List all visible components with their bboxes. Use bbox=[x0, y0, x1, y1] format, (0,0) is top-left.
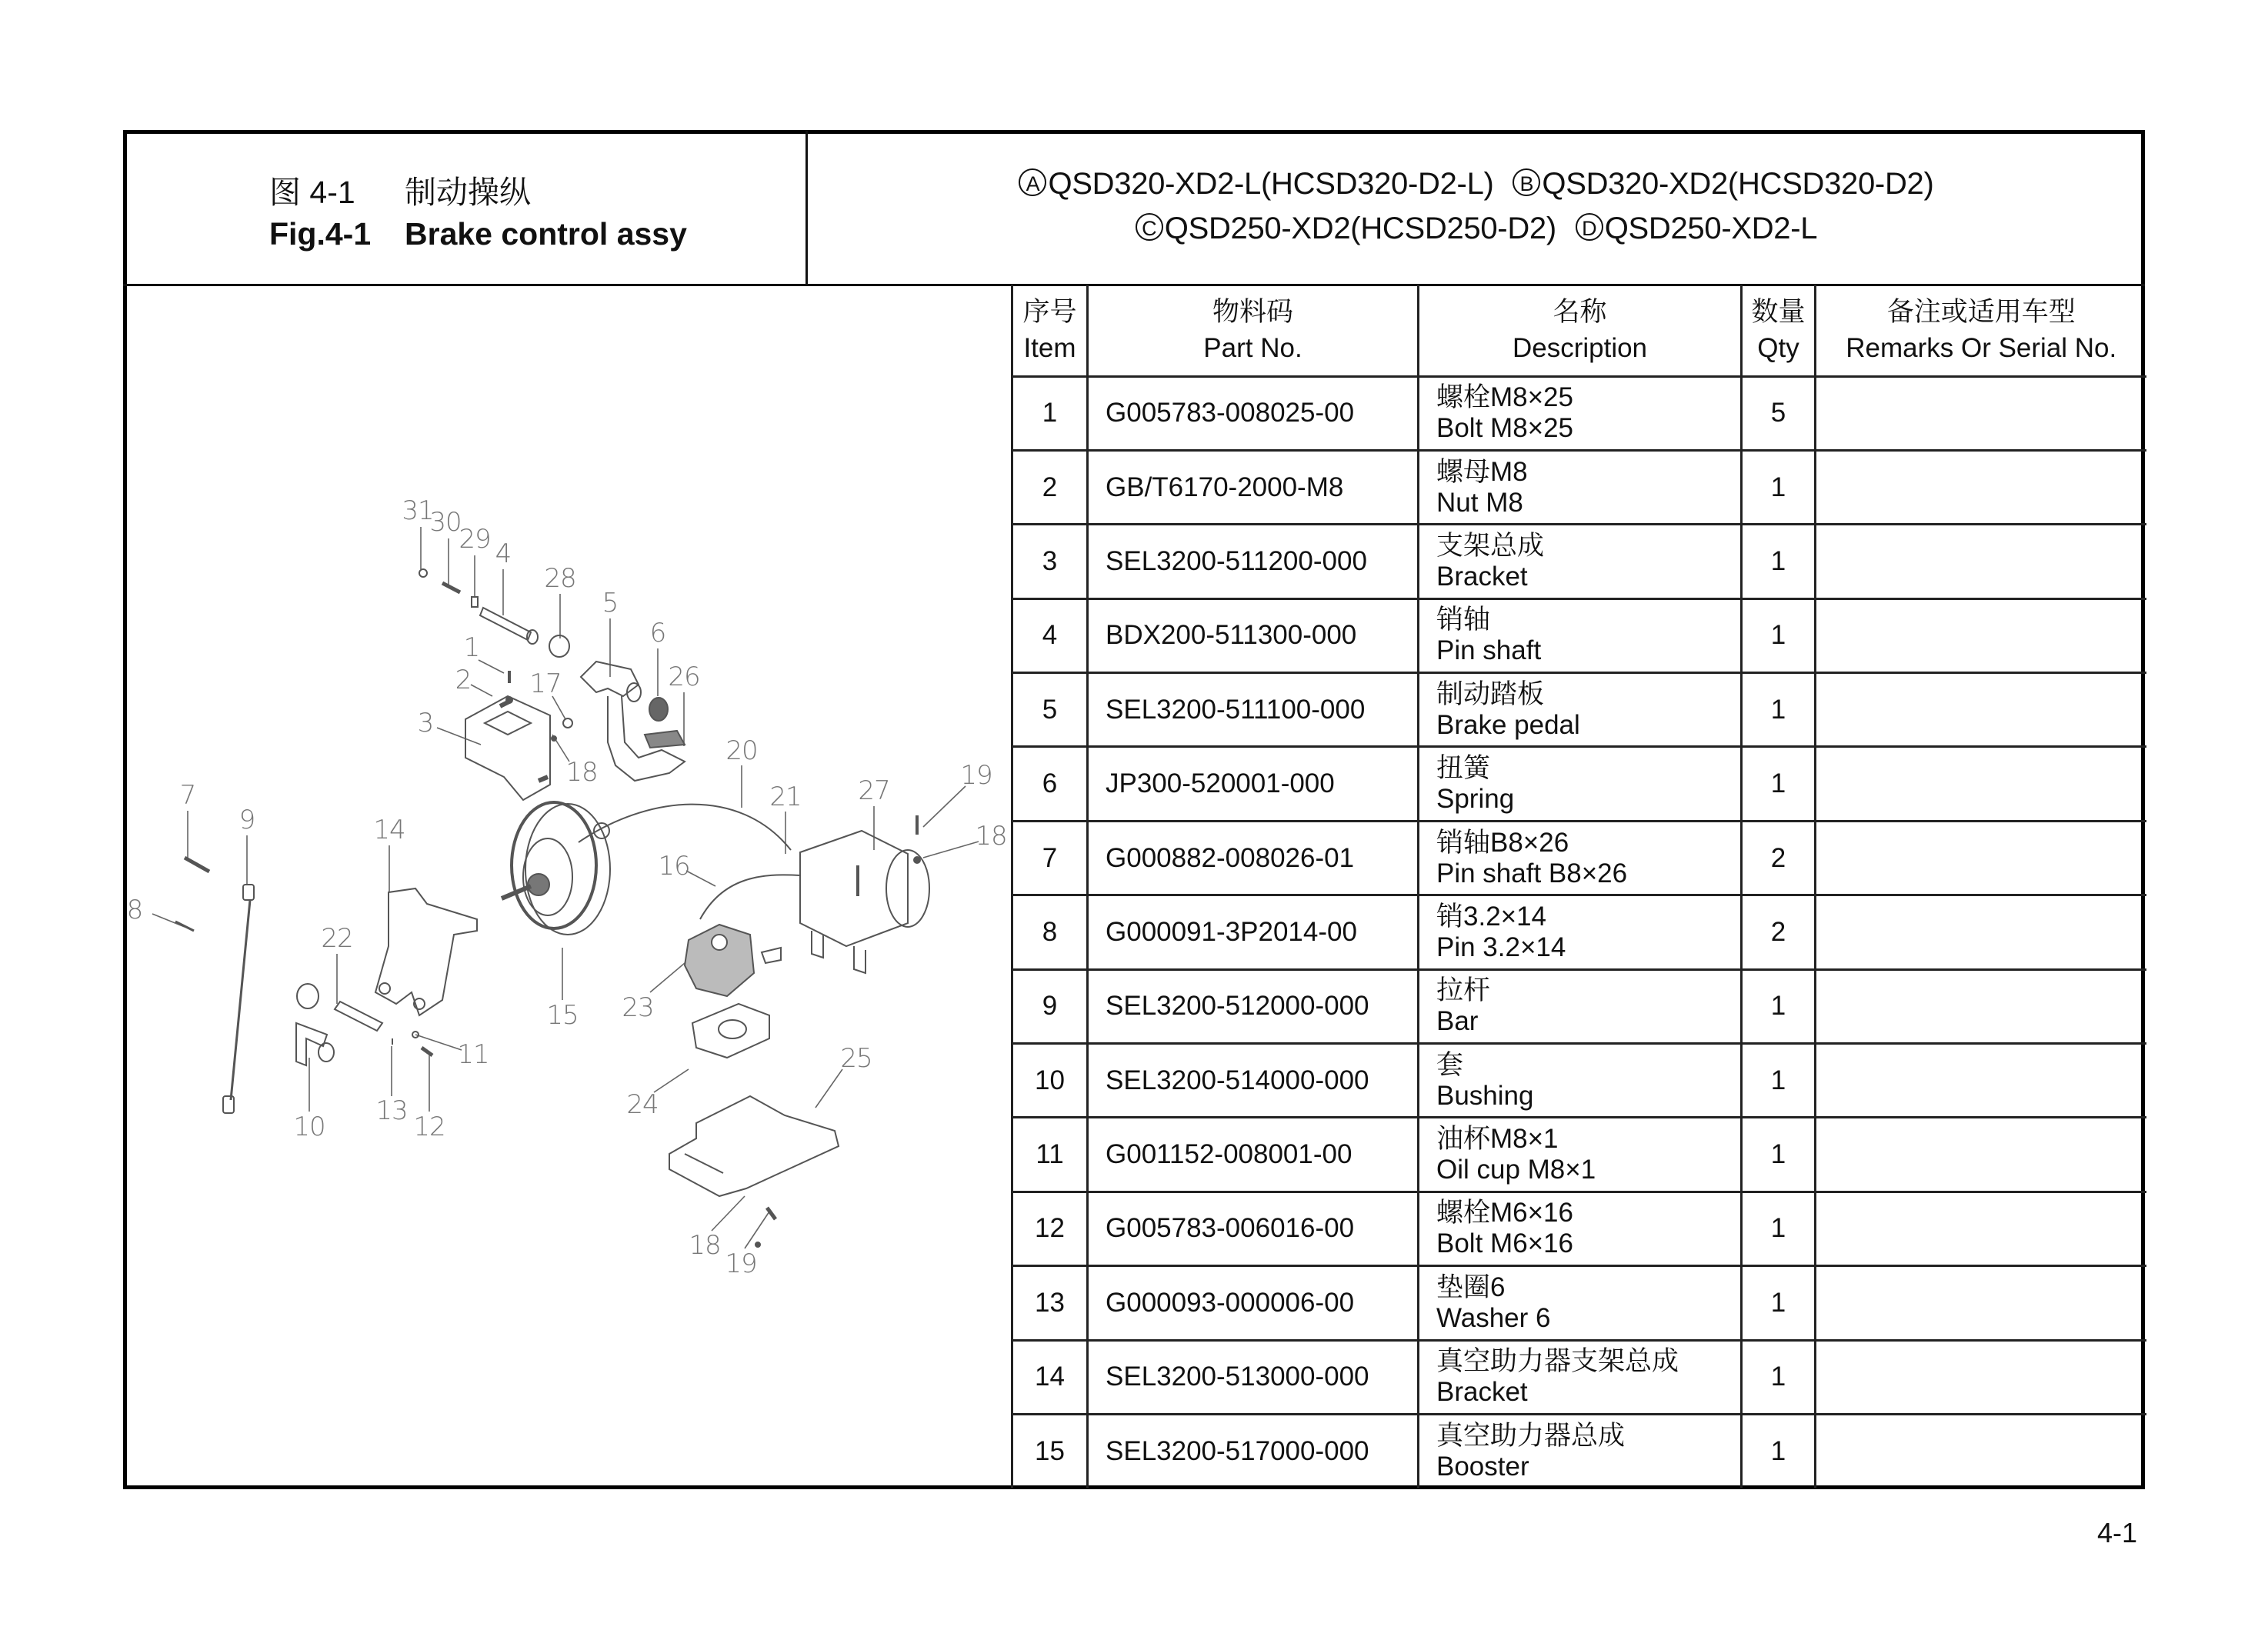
desc-cn: 销轴B8×26 bbox=[1436, 827, 1569, 858]
table-row bbox=[1012, 969, 2146, 1043]
model-badge-d: D bbox=[1576, 213, 1603, 241]
figure-number-cn-text: 图 4-1 bbox=[269, 175, 355, 210]
cell-item: 12 bbox=[1012, 1192, 1088, 1265]
model-a: QSD320-XD2-L(HCSD320-D2-L) bbox=[1048, 167, 1494, 201]
parts-list-table bbox=[1011, 285, 2146, 1488]
cell-remarks bbox=[1816, 1192, 2146, 1265]
desc-cn: 垫圈6 bbox=[1436, 1272, 1506, 1302]
desc-cn: 油杯M8×1 bbox=[1436, 1124, 1559, 1155]
desc-cn: 螺母M8 bbox=[1436, 456, 1528, 487]
callout-14: 14 bbox=[373, 815, 405, 845]
exploded-parts-diagram bbox=[127, 286, 1011, 1486]
cell-part-no: G005783-008025-00 bbox=[1088, 376, 1419, 450]
callout-19b: 19 bbox=[725, 1248, 757, 1279]
cell-qty: 1 bbox=[1742, 673, 1816, 747]
cell-part-no: SEL3200-517000-000 bbox=[1088, 1414, 1419, 1488]
models-line-1 bbox=[808, 162, 2145, 206]
desc-cn: 真空助力器总成 bbox=[1436, 1421, 1626, 1452]
cell-qty: 2 bbox=[1742, 821, 1816, 895]
cell-item: 13 bbox=[1012, 1266, 1088, 1340]
figure-number-en: Fig.4-1 bbox=[269, 216, 372, 252]
cell-description bbox=[1419, 1414, 1742, 1488]
cell-remarks bbox=[1816, 673, 2146, 747]
model-badge-b: B bbox=[1513, 168, 1540, 196]
desc-en: Bolt M8×25 bbox=[1436, 413, 1574, 444]
cell-part-no: G000882-008026-01 bbox=[1088, 821, 1419, 895]
cell-remarks bbox=[1816, 1118, 2146, 1192]
model-d: QSD250-XD2-L bbox=[1604, 212, 1818, 245]
cell-qty: 1 bbox=[1742, 1414, 1816, 1488]
page-number: 4-1 bbox=[2096, 1517, 2137, 1548]
table-row bbox=[1012, 1414, 2146, 1488]
desc-en: Bushing bbox=[1436, 1080, 1534, 1111]
cell-item: 4 bbox=[1012, 598, 1088, 672]
cell-description bbox=[1419, 1192, 1742, 1265]
header-description-en: Description bbox=[1512, 332, 1648, 363]
callout-21: 21 bbox=[769, 782, 802, 812]
cell-part-no: SEL3200-511200-000 bbox=[1088, 525, 1419, 598]
desc-en: Pin shaft bbox=[1436, 635, 1542, 666]
callout-4: 4 bbox=[495, 538, 512, 569]
callout-17: 17 bbox=[529, 668, 562, 699]
table-row bbox=[1012, 376, 2146, 450]
figure-caption-cn: 制动操纵 bbox=[405, 175, 531, 210]
figure-caption-en: Brake control assy bbox=[405, 216, 687, 252]
table-header-row bbox=[1012, 285, 2146, 376]
table-row bbox=[1012, 1340, 2146, 1414]
cell-description bbox=[1419, 821, 1742, 895]
table-row bbox=[1012, 1192, 2146, 1265]
cell-description bbox=[1419, 1340, 1742, 1414]
model-c: QSD250-XD2(HCSD250-D2) bbox=[1164, 212, 1556, 245]
desc-en: Booster bbox=[1436, 1452, 1529, 1482]
header-remarks-en: Remarks Or Serial No. bbox=[1846, 332, 2117, 363]
cell-part-no: SEL3200-512000-000 bbox=[1088, 969, 1419, 1043]
applicable-models bbox=[808, 162, 2145, 251]
cell-part-no: G005783-006016-00 bbox=[1088, 1192, 1419, 1265]
figure-title-block bbox=[123, 130, 808, 286]
callout-24: 24 bbox=[626, 1089, 659, 1120]
header-remarks-cn: 备注或适用车型 bbox=[1886, 296, 2076, 327]
cell-description bbox=[1419, 1266, 1742, 1340]
callout-27: 27 bbox=[858, 775, 890, 806]
header-remarks bbox=[1816, 285, 2146, 376]
cell-description bbox=[1419, 895, 1742, 969]
table-row bbox=[1012, 673, 2146, 747]
callout-6: 6 bbox=[649, 618, 666, 648]
desc-en: Pin shaft B8×26 bbox=[1436, 858, 1628, 888]
callout-3: 3 bbox=[417, 708, 434, 738]
cell-remarks bbox=[1816, 895, 2146, 969]
table-row bbox=[1012, 1118, 2146, 1192]
desc-en: Oil cup M8×1 bbox=[1436, 1155, 1596, 1185]
callout-13: 13 bbox=[375, 1095, 408, 1126]
callout-11: 11 bbox=[457, 1039, 489, 1070]
cell-remarks bbox=[1816, 450, 2146, 524]
desc-cn: 真空助力器支架总成 bbox=[1436, 1346, 1679, 1377]
callout-15: 15 bbox=[546, 1000, 579, 1031]
table-row bbox=[1012, 747, 2146, 821]
callout-5: 5 bbox=[602, 588, 619, 618]
callout-31: 31 bbox=[402, 495, 434, 526]
desc-cn: 制动踏板 bbox=[1436, 678, 1545, 709]
callout-18: 18 bbox=[565, 757, 598, 788]
header-item bbox=[1012, 285, 1088, 376]
callout-9: 9 bbox=[238, 805, 255, 835]
callout-23: 23 bbox=[622, 992, 654, 1023]
callout-18b: 18 bbox=[975, 821, 1007, 852]
callout-12: 12 bbox=[413, 1112, 445, 1142]
cell-qty: 1 bbox=[1742, 1266, 1816, 1340]
cell-description bbox=[1419, 1118, 1742, 1192]
header-qty-en: Qty bbox=[1757, 332, 1799, 363]
cell-item: 15 bbox=[1012, 1414, 1088, 1488]
cell-remarks bbox=[1816, 747, 2146, 821]
desc-en: Bolt M6×16 bbox=[1436, 1228, 1574, 1259]
figure-number-cn bbox=[269, 167, 405, 212]
callout-19: 19 bbox=[960, 760, 992, 791]
desc-cn: 套 bbox=[1436, 1049, 1464, 1080]
cell-description bbox=[1419, 747, 1742, 821]
model-badge-a: A bbox=[1019, 168, 1046, 196]
cell-item: 14 bbox=[1012, 1340, 1088, 1414]
callout-26: 26 bbox=[668, 662, 700, 692]
diagram-line-art bbox=[127, 286, 1011, 1486]
cell-part-no: GB/T6170-2000-M8 bbox=[1088, 450, 1419, 524]
desc-en: Pin 3.2×14 bbox=[1436, 932, 1566, 962]
desc-en: Bracket bbox=[1436, 561, 1528, 592]
cell-part-no: G001152-008001-00 bbox=[1088, 1118, 1419, 1192]
cell-qty: 1 bbox=[1742, 598, 1816, 672]
figure-title-en bbox=[269, 216, 687, 252]
cell-qty: 1 bbox=[1742, 1118, 1816, 1192]
table-row bbox=[1012, 1044, 2146, 1118]
table-row bbox=[1012, 1266, 2146, 1340]
cell-part-no: SEL3200-513000-000 bbox=[1088, 1340, 1419, 1414]
cell-description bbox=[1419, 376, 1742, 450]
cell-remarks bbox=[1816, 525, 2146, 598]
desc-en: Bracket bbox=[1436, 1377, 1528, 1408]
cell-remarks bbox=[1816, 821, 2146, 895]
header-qty-cn: 数量 bbox=[1751, 296, 1806, 327]
header-part-no bbox=[1088, 285, 1419, 376]
callout-29: 29 bbox=[459, 524, 491, 555]
callout-1: 1 bbox=[463, 632, 480, 663]
desc-en: Washer 6 bbox=[1436, 1302, 1551, 1333]
callout-25: 25 bbox=[840, 1043, 872, 1074]
cell-item: 10 bbox=[1012, 1044, 1088, 1118]
cell-part-no: JP300-520001-000 bbox=[1088, 747, 1419, 821]
desc-cn: 螺栓M6×16 bbox=[1436, 1198, 1573, 1228]
callout-10: 10 bbox=[293, 1112, 325, 1142]
cell-qty: 1 bbox=[1742, 969, 1816, 1043]
desc-cn: 螺栓M8×25 bbox=[1436, 382, 1573, 413]
cell-item: 8 bbox=[1012, 895, 1088, 969]
desc-cn: 支架总成 bbox=[1436, 530, 1545, 561]
cell-qty: 1 bbox=[1742, 1044, 1816, 1118]
header-qty bbox=[1742, 285, 1816, 376]
desc-en: Bar bbox=[1436, 1006, 1479, 1037]
table-row bbox=[1012, 450, 2146, 524]
cell-remarks bbox=[1816, 1266, 2146, 1340]
table-row bbox=[1012, 895, 2146, 969]
cell-description bbox=[1419, 673, 1742, 747]
callout-20: 20 bbox=[725, 735, 758, 766]
desc-en: Spring bbox=[1436, 784, 1515, 815]
figure-title-cn bbox=[269, 167, 531, 212]
cell-item: 7 bbox=[1012, 821, 1088, 895]
cell-qty: 2 bbox=[1742, 895, 1816, 969]
cell-item: 1 bbox=[1012, 376, 1088, 450]
cell-description bbox=[1419, 450, 1742, 524]
cell-description bbox=[1419, 969, 1742, 1043]
desc-cn: 销3.2×14 bbox=[1436, 901, 1547, 932]
cell-part-no: BDX200-511300-000 bbox=[1088, 598, 1419, 672]
cell-item: 9 bbox=[1012, 969, 1088, 1043]
header-description bbox=[1419, 285, 1742, 376]
cell-remarks bbox=[1816, 376, 2146, 450]
header-item-cn: 序号 bbox=[1022, 296, 1077, 327]
callout-8: 8 bbox=[126, 895, 143, 925]
cell-description bbox=[1419, 525, 1742, 598]
callout-16: 16 bbox=[658, 851, 690, 882]
cell-qty: 5 bbox=[1742, 376, 1816, 450]
cell-part-no: SEL3200-514000-000 bbox=[1088, 1044, 1419, 1118]
callout-22: 22 bbox=[321, 923, 353, 954]
cell-remarks bbox=[1816, 969, 2146, 1043]
desc-cn: 销轴 bbox=[1436, 605, 1491, 635]
header-item-en: Item bbox=[1023, 332, 1076, 363]
cell-part-no: SEL3200-511100-000 bbox=[1088, 673, 1419, 747]
cell-remarks bbox=[1816, 1044, 2146, 1118]
cell-qty: 1 bbox=[1742, 1192, 1816, 1265]
cell-remarks bbox=[1816, 598, 2146, 672]
callout-30: 30 bbox=[429, 507, 462, 538]
header-part-no-cn: 物料码 bbox=[1212, 296, 1293, 327]
table-row bbox=[1012, 821, 2146, 895]
model-badge-c: C bbox=[1136, 213, 1163, 241]
callout-7: 7 bbox=[179, 780, 196, 811]
callout-28: 28 bbox=[544, 563, 576, 594]
cell-part-no: G000093-000006-00 bbox=[1088, 1266, 1419, 1340]
cell-item: 2 bbox=[1012, 450, 1088, 524]
cell-description bbox=[1419, 1044, 1742, 1118]
callout-18c: 18 bbox=[689, 1230, 721, 1261]
cell-remarks bbox=[1816, 1340, 2146, 1414]
cell-qty: 1 bbox=[1742, 525, 1816, 598]
cell-part-no: G000091-3P2014-00 bbox=[1088, 895, 1419, 969]
cell-item: 3 bbox=[1012, 525, 1088, 598]
cell-qty: 1 bbox=[1742, 747, 1816, 821]
table-row bbox=[1012, 525, 2146, 598]
desc-cn: 扭簧 bbox=[1436, 753, 1491, 784]
cell-qty: 1 bbox=[1742, 1340, 1816, 1414]
header-part-no-en: Part No. bbox=[1203, 332, 1302, 363]
table-row bbox=[1012, 598, 2146, 672]
desc-cn: 拉杆 bbox=[1436, 975, 1491, 1006]
models-line-2 bbox=[808, 206, 2145, 251]
desc-en: Nut M8 bbox=[1436, 487, 1523, 518]
desc-en: Brake pedal bbox=[1436, 709, 1580, 740]
callout-2: 2 bbox=[455, 665, 472, 695]
cell-description bbox=[1419, 598, 1742, 672]
cell-item: 6 bbox=[1012, 747, 1088, 821]
cell-qty: 1 bbox=[1742, 450, 1816, 524]
cell-item: 11 bbox=[1012, 1118, 1088, 1192]
cell-remarks bbox=[1816, 1414, 2146, 1488]
header-description-cn: 名称 bbox=[1553, 296, 1607, 327]
cell-item: 5 bbox=[1012, 673, 1088, 747]
model-b: QSD320-XD2(HCSD320-D2) bbox=[1542, 167, 1934, 201]
